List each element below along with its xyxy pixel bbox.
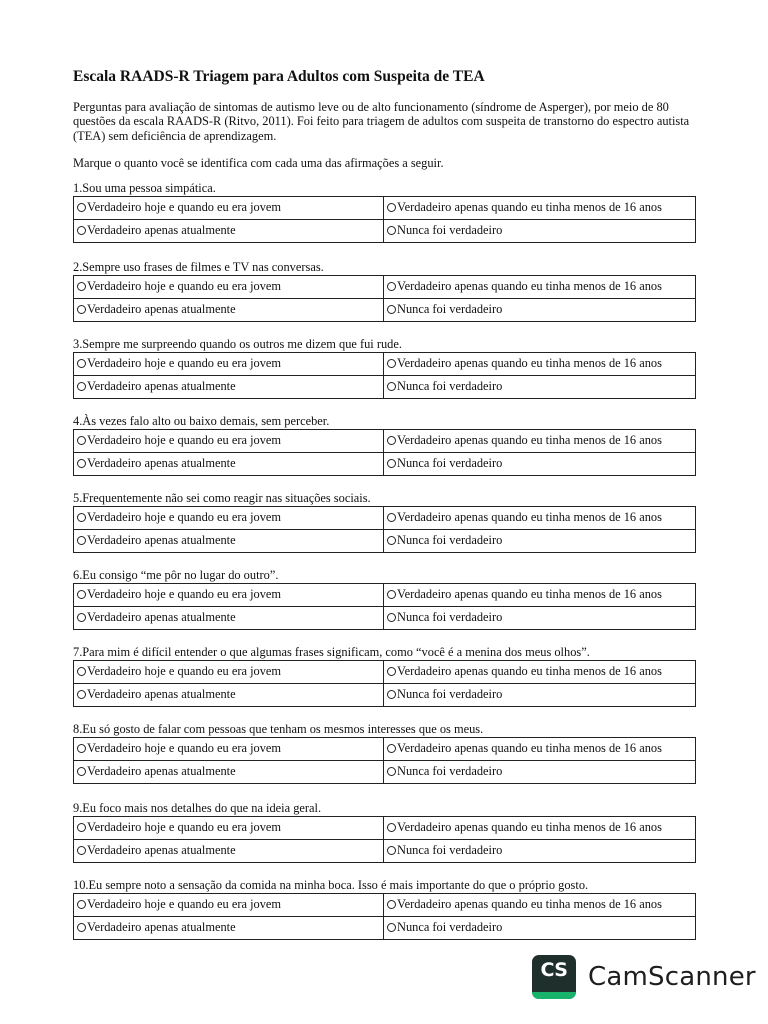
radio-circle-icon[interactable] bbox=[77, 536, 86, 545]
answer-option-a[interactable] bbox=[77, 741, 281, 756]
question-text: 10.Eu sempre noto a sensação da comida na minha boca. Isso é mais importante do que o próprio gosto. bbox=[73, 878, 589, 892]
answer-cell bbox=[74, 453, 384, 476]
answer-label: Verdadeiro apenas quando eu tinha menos de 16 anos bbox=[397, 356, 662, 370]
answer-row bbox=[74, 661, 696, 684]
radio-circle-icon[interactable] bbox=[387, 382, 396, 391]
answer-cell bbox=[384, 817, 696, 840]
question-block bbox=[73, 260, 695, 322]
answer-cell bbox=[74, 917, 384, 940]
answer-cell bbox=[384, 661, 696, 684]
answer-row bbox=[74, 607, 696, 630]
question-block bbox=[73, 414, 695, 476]
document-title: Escala RAADS-R Triagem para Adultos com Suspeita de TEA bbox=[73, 68, 485, 85]
answer-cell bbox=[384, 917, 696, 940]
question-block bbox=[73, 645, 695, 707]
answer-cell bbox=[384, 430, 696, 453]
answer-cell bbox=[384, 840, 696, 863]
answer-cell bbox=[384, 353, 696, 376]
question-text: 5.Frequentemente não sei como reagir nas situações sociais. bbox=[73, 491, 371, 505]
radio-circle-icon[interactable] bbox=[387, 536, 396, 545]
answer-label: Verdadeiro apenas atualmente bbox=[87, 764, 236, 778]
answer-label: Nunca foi verdadeiro bbox=[397, 764, 503, 778]
answer-label: Verdadeiro hoje e quando eu era jovem bbox=[87, 200, 282, 214]
radio-circle-icon[interactable] bbox=[77, 382, 86, 391]
question-block bbox=[73, 337, 695, 399]
answer-cell bbox=[384, 507, 696, 530]
radio-circle-icon[interactable] bbox=[387, 900, 396, 909]
question-text: 2.Sempre uso frases de filmes e TV nas conversas. bbox=[73, 260, 324, 274]
answer-cell bbox=[384, 684, 696, 707]
answer-label: Verdadeiro apenas quando eu tinha menos de 16 anos bbox=[397, 433, 662, 447]
answer-label: Nunca foi verdadeiro bbox=[397, 223, 503, 237]
answer-cell bbox=[74, 761, 384, 784]
question-text: 6.Eu consigo “me pôr no lugar do outro”. bbox=[73, 568, 279, 582]
answer-cell bbox=[74, 430, 384, 453]
answer-option-c[interactable] bbox=[77, 610, 236, 625]
answer-row bbox=[74, 299, 696, 322]
answer-row bbox=[74, 738, 696, 761]
instruction-text: Marque o quanto você se identifica com cada uma das afirmações a seguir. bbox=[73, 156, 444, 170]
radio-circle-icon[interactable] bbox=[77, 590, 86, 599]
question-block bbox=[73, 568, 695, 630]
answer-label: Verdadeiro apenas atualmente bbox=[87, 302, 236, 316]
answer-cell bbox=[384, 584, 696, 607]
radio-circle-icon[interactable] bbox=[387, 305, 396, 314]
radio-circle-icon[interactable] bbox=[387, 203, 396, 212]
answer-cell bbox=[74, 197, 384, 220]
radio-circle-icon[interactable] bbox=[387, 846, 396, 855]
answer-cell bbox=[384, 453, 696, 476]
answer-label: Verdadeiro apenas atualmente bbox=[87, 379, 236, 393]
answer-options-table bbox=[73, 816, 696, 863]
radio-circle-icon[interactable] bbox=[387, 923, 396, 932]
answer-option-a[interactable] bbox=[77, 510, 281, 525]
answer-option-b[interactable] bbox=[387, 356, 662, 371]
radio-circle-icon[interactable] bbox=[387, 667, 396, 676]
radio-circle-icon[interactable] bbox=[77, 226, 86, 235]
answer-cell bbox=[384, 738, 696, 761]
answer-option-c[interactable] bbox=[77, 920, 236, 935]
answer-row bbox=[74, 917, 696, 940]
answer-option-c[interactable] bbox=[77, 687, 236, 702]
radio-circle-icon[interactable] bbox=[77, 305, 86, 314]
answer-label: Nunca foi verdadeiro bbox=[397, 533, 503, 547]
answer-label: Verdadeiro hoje e quando eu era jovem bbox=[87, 897, 282, 911]
answer-label: Verdadeiro apenas atualmente bbox=[87, 687, 236, 701]
answer-cell bbox=[384, 530, 696, 553]
answer-cell bbox=[74, 353, 384, 376]
answer-row bbox=[74, 453, 696, 476]
answer-options-table bbox=[73, 506, 696, 553]
answer-row bbox=[74, 684, 696, 707]
answer-label: Verdadeiro apenas quando eu tinha menos de 16 anos bbox=[397, 741, 662, 755]
question-text: 1.Sou uma pessoa simpática. bbox=[73, 181, 216, 195]
answer-option-d[interactable] bbox=[387, 843, 502, 858]
answer-cell bbox=[74, 299, 384, 322]
radio-circle-icon[interactable] bbox=[387, 767, 396, 776]
answer-option-d[interactable] bbox=[387, 456, 502, 471]
answer-label: Nunca foi verdadeiro bbox=[397, 456, 503, 470]
answer-row bbox=[74, 507, 696, 530]
answer-label: Verdadeiro apenas quando eu tinha menos de 16 anos bbox=[397, 664, 662, 678]
answer-option-b[interactable] bbox=[387, 279, 662, 294]
answer-row bbox=[74, 894, 696, 917]
answer-option-a[interactable] bbox=[77, 820, 281, 835]
answer-option-d[interactable] bbox=[387, 302, 502, 317]
radio-circle-icon[interactable] bbox=[387, 613, 396, 622]
answer-row bbox=[74, 840, 696, 863]
question-text: 3.Sempre me surpreendo quando os outros me dizem que fui rude. bbox=[73, 337, 402, 351]
answer-label: Verdadeiro apenas atualmente bbox=[87, 223, 236, 237]
answer-options-table bbox=[73, 196, 696, 243]
question-block bbox=[73, 878, 695, 940]
answer-option-d[interactable] bbox=[387, 920, 502, 935]
answer-label: Nunca foi verdadeiro bbox=[397, 687, 503, 701]
answer-label: Verdadeiro apenas atualmente bbox=[87, 456, 236, 470]
answer-label: Verdadeiro apenas quando eu tinha menos de 16 anos bbox=[397, 587, 662, 601]
answer-option-b[interactable] bbox=[387, 741, 662, 756]
answer-cell bbox=[74, 507, 384, 530]
question-text: 9.Eu foco mais nos detalhes do que na ideia geral. bbox=[73, 801, 322, 815]
radio-circle-icon[interactable] bbox=[77, 203, 86, 212]
radio-circle-icon[interactable] bbox=[77, 282, 86, 291]
answer-option-c[interactable] bbox=[77, 379, 236, 394]
question-text: 7.Para mim é difícil entender o que algumas frases significam, como “você é a menina dos meus olhos”. bbox=[73, 645, 590, 659]
radio-circle-icon[interactable] bbox=[77, 436, 86, 445]
answer-label: Verdadeiro hoje e quando eu era jovem bbox=[87, 510, 282, 524]
answer-label: Verdadeiro apenas atualmente bbox=[87, 533, 236, 547]
answer-option-a[interactable] bbox=[77, 587, 281, 602]
answer-cell bbox=[384, 299, 696, 322]
answer-label: Verdadeiro hoje e quando eu era jovem bbox=[87, 356, 282, 370]
answer-cell bbox=[384, 607, 696, 630]
question-block bbox=[73, 722, 695, 784]
answer-option-b[interactable] bbox=[387, 587, 662, 602]
answer-option-a[interactable] bbox=[77, 433, 281, 448]
radio-circle-icon[interactable] bbox=[387, 282, 396, 291]
answer-option-b[interactable] bbox=[387, 200, 662, 215]
answer-option-d[interactable] bbox=[387, 379, 502, 394]
radio-circle-icon[interactable] bbox=[387, 459, 396, 468]
radio-circle-icon[interactable] bbox=[77, 923, 86, 932]
answer-label: Verdadeiro apenas atualmente bbox=[87, 843, 236, 857]
answer-cell bbox=[384, 276, 696, 299]
question-block bbox=[73, 181, 695, 243]
answer-cell bbox=[74, 376, 384, 399]
answer-option-d[interactable] bbox=[387, 687, 502, 702]
radio-circle-icon[interactable] bbox=[387, 513, 396, 522]
answer-row bbox=[74, 430, 696, 453]
answer-label: Verdadeiro apenas quando eu tinha menos de 16 anos bbox=[397, 200, 662, 214]
answer-cell bbox=[384, 197, 696, 220]
question-text: 8.Eu só gosto de falar com pessoas que tenham os mesmos interesses que os meus. bbox=[73, 722, 484, 736]
radio-circle-icon[interactable] bbox=[387, 226, 396, 235]
answer-cell bbox=[74, 684, 384, 707]
radio-circle-icon[interactable] bbox=[387, 359, 396, 368]
answer-row bbox=[74, 530, 696, 553]
answer-options-table bbox=[73, 275, 696, 322]
question-block bbox=[73, 491, 695, 553]
answer-cell bbox=[384, 376, 696, 399]
answer-options-table bbox=[73, 893, 696, 940]
answer-cell bbox=[74, 530, 384, 553]
radio-circle-icon[interactable] bbox=[77, 900, 86, 909]
camscanner-logo-icon: CS bbox=[532, 955, 576, 999]
answer-label: Verdadeiro apenas quando eu tinha menos de 16 anos bbox=[397, 820, 662, 834]
radio-circle-icon[interactable] bbox=[77, 667, 86, 676]
answer-options-table bbox=[73, 737, 696, 784]
radio-circle-icon[interactable] bbox=[387, 823, 396, 832]
answer-label: Verdadeiro apenas quando eu tinha menos de 16 anos bbox=[397, 279, 662, 293]
answer-cell bbox=[74, 738, 384, 761]
answer-options-table bbox=[73, 429, 696, 476]
answer-cell bbox=[384, 220, 696, 243]
answer-row bbox=[74, 220, 696, 243]
answer-row bbox=[74, 276, 696, 299]
radio-circle-icon[interactable] bbox=[77, 513, 86, 522]
radio-circle-icon[interactable] bbox=[387, 436, 396, 445]
answer-option-b[interactable] bbox=[387, 433, 662, 448]
radio-circle-icon[interactable] bbox=[77, 459, 86, 468]
answer-label: Nunca foi verdadeiro bbox=[397, 302, 503, 316]
answer-option-c[interactable] bbox=[77, 223, 236, 238]
answer-label: Verdadeiro apenas quando eu tinha menos de 16 anos bbox=[397, 897, 662, 911]
question-text: 4.Às vezes falo alto ou baixo demais, sem perceber. bbox=[73, 414, 330, 428]
radio-circle-icon[interactable] bbox=[387, 590, 396, 599]
answer-option-b[interactable] bbox=[387, 510, 662, 525]
answer-row bbox=[74, 353, 696, 376]
answer-row bbox=[74, 817, 696, 840]
answer-option-c[interactable] bbox=[77, 764, 236, 779]
answer-options-table bbox=[73, 660, 696, 707]
answer-option-a[interactable] bbox=[77, 356, 281, 371]
answer-options-table bbox=[73, 352, 696, 399]
radio-circle-icon[interactable] bbox=[77, 744, 86, 753]
camscanner-watermark bbox=[532, 955, 756, 999]
answer-label: Verdadeiro hoje e quando eu era jovem bbox=[87, 433, 282, 447]
answer-cell bbox=[384, 894, 696, 917]
answer-option-c[interactable] bbox=[77, 533, 236, 548]
radio-circle-icon[interactable] bbox=[387, 744, 396, 753]
answer-option-d[interactable] bbox=[387, 223, 502, 238]
answer-option-b[interactable] bbox=[387, 897, 662, 912]
answer-option-a[interactable] bbox=[77, 664, 281, 679]
answer-label: Verdadeiro hoje e quando eu era jovem bbox=[87, 664, 282, 678]
answer-option-c[interactable] bbox=[77, 302, 236, 317]
answer-option-a[interactable] bbox=[77, 279, 281, 294]
answer-option-c[interactable] bbox=[77, 456, 236, 471]
camscanner-name: CamScanner bbox=[588, 962, 756, 992]
answer-cell bbox=[74, 220, 384, 243]
answer-label: Nunca foi verdadeiro bbox=[397, 843, 503, 857]
radio-circle-icon[interactable] bbox=[77, 359, 86, 368]
radio-circle-icon[interactable] bbox=[77, 823, 86, 832]
question-block bbox=[73, 801, 695, 863]
radio-circle-icon[interactable] bbox=[77, 613, 86, 622]
radio-circle-icon[interactable] bbox=[77, 846, 86, 855]
answer-cell bbox=[74, 661, 384, 684]
answer-option-b[interactable] bbox=[387, 664, 662, 679]
answer-cell bbox=[74, 607, 384, 630]
answer-row bbox=[74, 584, 696, 607]
answer-option-d[interactable] bbox=[387, 764, 502, 779]
answer-row bbox=[74, 376, 696, 399]
answer-cell bbox=[74, 840, 384, 863]
answer-label: Verdadeiro apenas quando eu tinha menos de 16 anos bbox=[397, 510, 662, 524]
answer-option-c[interactable] bbox=[77, 843, 236, 858]
radio-circle-icon[interactable] bbox=[77, 767, 86, 776]
answer-option-d[interactable] bbox=[387, 533, 502, 548]
answer-label: Verdadeiro hoje e quando eu era jovem bbox=[87, 279, 282, 293]
answer-option-a[interactable] bbox=[77, 200, 281, 215]
intro-paragraph: Perguntas para avaliação de sintomas de autismo leve ou de alto funcionamento (síndrome de Asperger), por meio de 80 questões da escala RAADS-R (Ritvo, 2011). Foi feito para triagem de adultos com suspeita de transtorno do espectro autista (TEA) sem deficiência de aprendizagem. bbox=[73, 100, 690, 143]
answer-label: Nunca foi verdadeiro bbox=[397, 610, 503, 624]
answer-label: Verdadeiro hoje e quando eu era jovem bbox=[87, 820, 282, 834]
answer-option-d[interactable] bbox=[387, 610, 502, 625]
answer-label: Verdadeiro hoje e quando eu era jovem bbox=[87, 587, 282, 601]
answer-label: Verdadeiro apenas atualmente bbox=[87, 610, 236, 624]
answer-label: Nunca foi verdadeiro bbox=[397, 379, 503, 393]
answer-cell bbox=[384, 761, 696, 784]
answer-row bbox=[74, 761, 696, 784]
answer-option-a[interactable] bbox=[77, 897, 281, 912]
answer-row bbox=[74, 197, 696, 220]
answer-label: Verdadeiro apenas atualmente bbox=[87, 920, 236, 934]
answer-cell bbox=[74, 584, 384, 607]
radio-circle-icon[interactable] bbox=[387, 690, 396, 699]
answer-option-b[interactable] bbox=[387, 820, 662, 835]
answer-cell bbox=[74, 817, 384, 840]
answer-cell bbox=[74, 276, 384, 299]
answer-label: Nunca foi verdadeiro bbox=[397, 920, 503, 934]
answer-label: Verdadeiro hoje e quando eu era jovem bbox=[87, 741, 282, 755]
radio-circle-icon[interactable] bbox=[77, 690, 86, 699]
answer-options-table bbox=[73, 583, 696, 630]
answer-cell bbox=[74, 894, 384, 917]
